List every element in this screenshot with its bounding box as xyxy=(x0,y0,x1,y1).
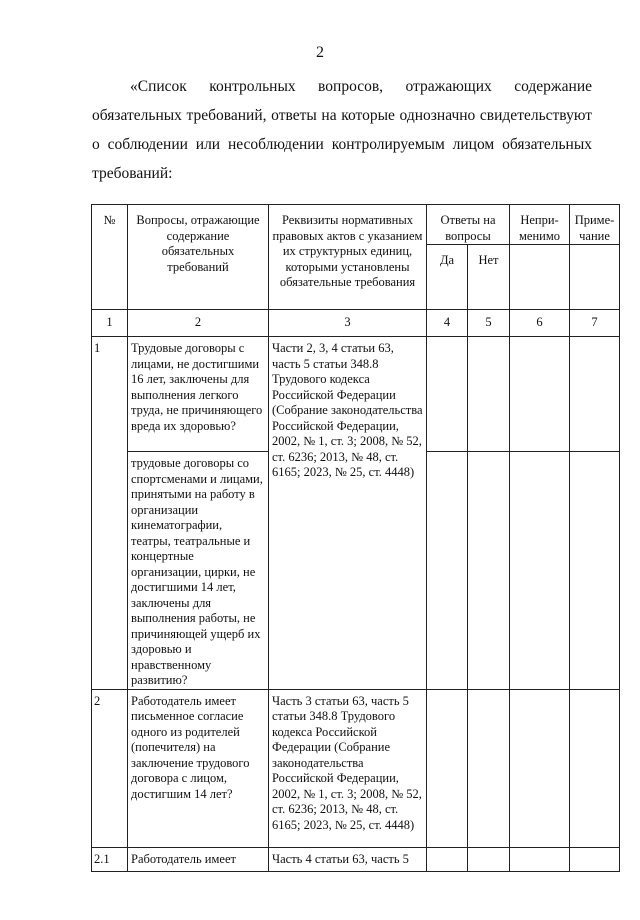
row-2-1-number: 2.1 xyxy=(92,847,128,871)
row-1-question-b: трудовые договоры со спортсменами и лицами, принятыми на работу в организации кинематографии, театры, театральные и концертные организации, цирки, не достигшими 14 лет, заключены для выполнения работы, не причиняющей ущерб их здоровью и нравственному развитию? xyxy=(128,452,269,690)
col-num-1: 1 xyxy=(92,310,128,337)
intro-line-1: «Список контрольных вопросов, отражающих содержание xyxy=(130,78,592,95)
row-1a-not-applicable[interactable] xyxy=(510,337,570,452)
row-2-note[interactable] xyxy=(570,689,620,847)
table-row xyxy=(92,337,620,452)
header-not-applicable-empty xyxy=(510,245,570,310)
header-note-empty xyxy=(570,245,620,310)
row-1a-no[interactable] xyxy=(468,337,510,452)
header-not-applicable: Непри-менимо xyxy=(510,205,570,245)
row-2-requisites: Часть 3 статьи 63, часть 5 статьи 348.8 Трудового кодекса Российской Федерации (Собрание законодательства Российской Федерации, 2002, № 1, ст. 3; 2008, № 52, ст. 6236; 2013, № 48, ст. 6165; 2023, № 25, ст. 4448) xyxy=(269,689,427,847)
col-num-7: 7 xyxy=(570,310,620,337)
row-1-number: 1 xyxy=(92,337,128,690)
row-1a-yes[interactable] xyxy=(427,337,468,452)
page-number: 2 xyxy=(316,44,324,61)
row-1b-no[interactable] xyxy=(468,452,510,690)
row-2-1-not-applicable[interactable] xyxy=(510,847,570,871)
row-2-1-question: Работодатель имеет xyxy=(128,847,269,871)
intro-paragraph xyxy=(92,72,592,188)
row-2-question: Работодатель имеет письменное согласие одного из родителей (попечителя) на заключение трудового договора с лицом, достигшим 14 лет? xyxy=(128,689,269,847)
table-row xyxy=(92,847,620,871)
header-no-answer: Нет xyxy=(468,245,510,310)
row-2-not-applicable[interactable] xyxy=(510,689,570,847)
row-2-1-no[interactable] xyxy=(468,847,510,871)
col-num-5: 5 xyxy=(468,310,510,337)
intro-line-2: обязательных требований, ответы на которые однозначно свидетельствуют xyxy=(92,107,592,124)
row-2-1-yes[interactable] xyxy=(427,847,468,871)
header-note: Приме-чание xyxy=(570,205,620,245)
row-2-1-note[interactable] xyxy=(570,847,620,871)
col-num-2: 2 xyxy=(128,310,269,337)
col-num-6: 6 xyxy=(510,310,570,337)
header-requisites: Реквизиты нормативных правовых актов с указанием их структурных единиц, которыми установлены обязательные требования xyxy=(269,205,427,310)
column-numbering-row xyxy=(92,310,620,337)
col-num-3: 3 xyxy=(269,310,427,337)
header-yes: Да xyxy=(427,245,468,310)
row-2-1-requisites: Часть 4 статьи 63, часть 5 xyxy=(269,847,427,871)
row-1-requisites: Части 2, 3, 4 статьи 63, часть 5 статьи 348.8 Трудового кодекса Российской Федерации (Собрание законодательства Российской Федерации, 2002, № 1, ст. 3; 2008, № 52, ст. 6236; 2013, № 48, ст. 6165; 2023, № 25, ст. 4448) xyxy=(269,337,427,690)
intro-line-4: требований: xyxy=(92,165,173,182)
row-1b-note[interactable] xyxy=(570,452,620,690)
row-1-question-a: Трудовые договоры с лицами, не достигшими 16 лет, заключены для выполнения легкого труда, не причиняющего вреда их здоровью? xyxy=(128,337,269,452)
row-2-number: 2 xyxy=(92,689,128,847)
col-num-4: 4 xyxy=(427,310,468,337)
table-row xyxy=(92,689,620,847)
row-1b-not-applicable[interactable] xyxy=(510,452,570,690)
row-2-yes[interactable] xyxy=(427,689,468,847)
checklist-table xyxy=(91,204,620,872)
header-no: № xyxy=(92,205,128,310)
header-answers: Ответы на вопросы xyxy=(427,205,510,245)
header-questions: Вопросы, отражающие содержание обязательных требований xyxy=(128,205,269,310)
row-2-no[interactable] xyxy=(468,689,510,847)
row-1a-note[interactable] xyxy=(570,337,620,452)
intro-line-3: о соблюдении или несоблюдении контролируемым лицом обязательных xyxy=(92,136,592,153)
row-1b-yes[interactable] xyxy=(427,452,468,690)
